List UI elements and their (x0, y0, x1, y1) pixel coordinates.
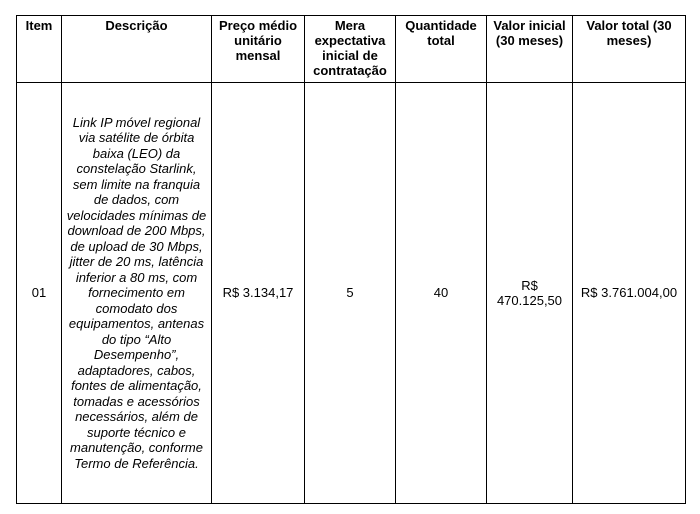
table-row (17, 83, 686, 504)
header-valor-inicial: Valor inicial (30 meses) (487, 16, 573, 83)
cell-preco: R$ 3.134,17 (212, 83, 305, 504)
cell-descricao: Link IP móvel regional via satélite de órbita baixa (LEO) da constelação Starlink, sem limite na franquia de dados, com velocidades mínimas de download de 200 Mbps, de upload de 30 Mbps, jitter de 20 ms, latência inferior a 80 ms, com fornecimento em comodato dos equipamentos, antenas do tipo “Alto Desempenho”, adaptadores, cabos, fontes de alimentação, tomadas e acessórios necessários, além de suporte técnico e manutenção, conforme Termo de Referência. (62, 83, 212, 504)
cell-quantidade: 40 (396, 83, 487, 504)
header-quantidade: Quantidade total (396, 16, 487, 83)
cell-valor-total: R$ 3.761.004,00 (573, 83, 686, 504)
header-preco: Preço médio unitário mensal (212, 16, 305, 83)
header-descricao: Descrição (62, 16, 212, 83)
cell-valor-inicial: R$ 470.125,50 (487, 83, 573, 504)
pricing-table (16, 15, 686, 504)
header-item: Item (17, 16, 62, 83)
cell-mera-expectativa: 5 (305, 83, 396, 504)
header-valor-total: Valor total (30 meses) (573, 16, 686, 83)
table-header-row (17, 16, 686, 83)
cell-item: 01 (17, 83, 62, 504)
header-mera-expectativa: Mera expectativa inicial de contratação (305, 16, 396, 83)
